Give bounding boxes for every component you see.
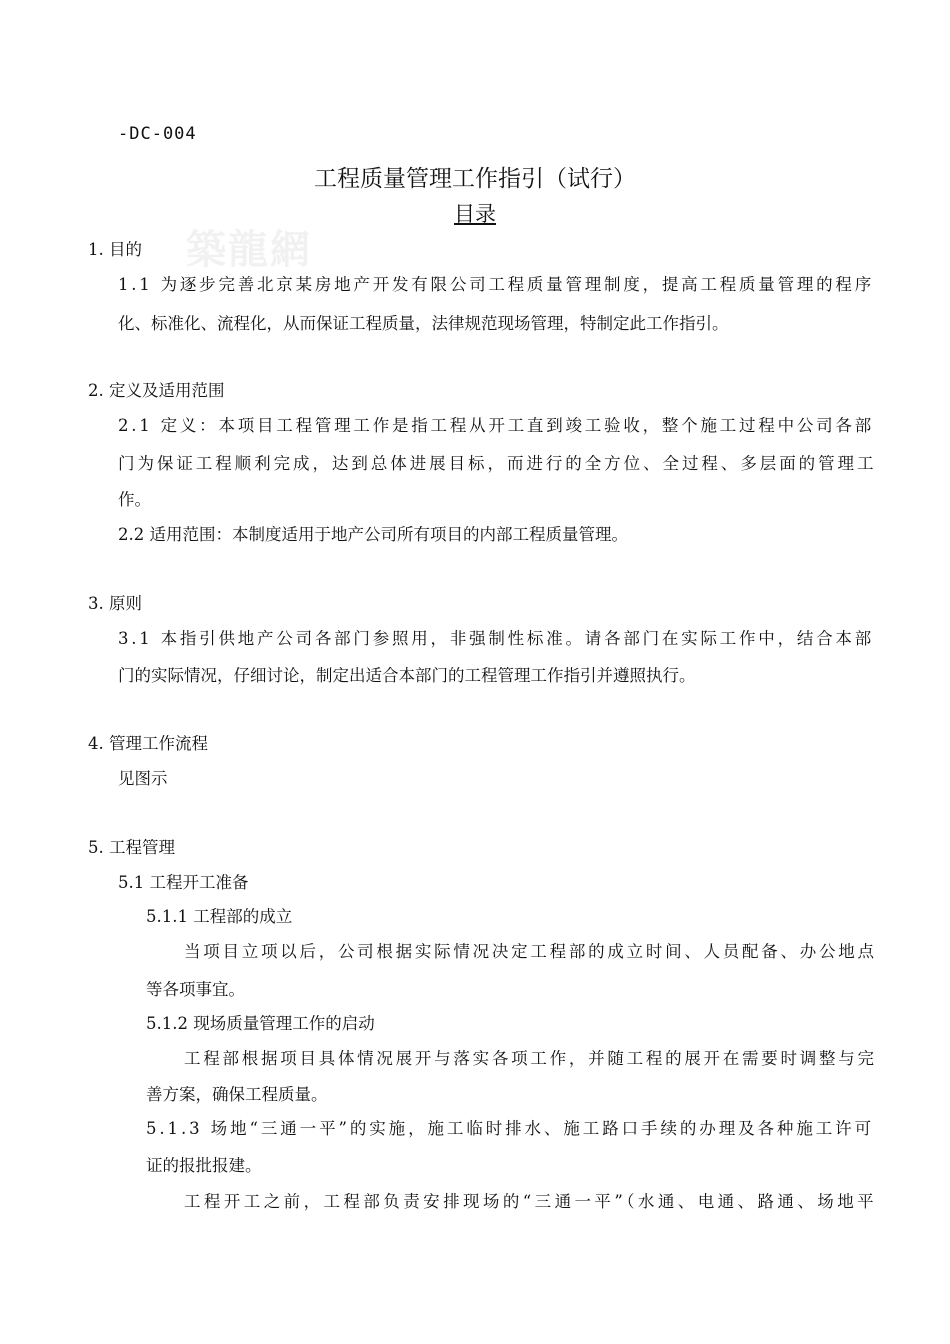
item-5-1-2-title: 5.1.2 现场质量管理工作的启动 [146,1014,375,1033]
item-5-1-1-line-1: 当项目立项以后，公司根据实际情况决定工程部的成立时间、人员配备、办公地点 [184,942,877,961]
table-of-contents-heading: 目录 [454,202,496,226]
document-code: -DC-004 [118,124,197,144]
section-5-heading: 5. 工程管理 [88,838,175,857]
item-5-1-2-line-1: 工程部根据项目具体情况展开与落实各项工作，并随工程的展开在需要时调整与完 [184,1049,877,1068]
item-5-1-3-line-2: 证的报批报建。 [146,1156,262,1175]
watermark: 築龍網 [186,226,312,273]
section-1-heading: 1. 目的 [88,240,142,259]
item-5-1-2-line-2: 善方案，确保工程质量。 [146,1085,328,1104]
item-5-1-1-title: 5.1.1 工程部的成立 [146,907,293,926]
section-2-2: 2.2 适用范围：本制度适用于地产公司所有项目的内部工程质量管理。 [118,525,628,544]
section-1-1-line-2: 化、标准化、流程化，从而保证工程质量，法律规范现场管理，特制定此工作指引。 [118,314,729,333]
item-5-1-3-line-1: 5.1.3 场地“三通一平”的实施，施工临时排水、施工路口手续的办理及各种施工许可 [146,1119,874,1138]
item-5-1-3-body: 工程开工之前，工程部负责安排现场的“三通一平”（水通、电通、路通、场地平 [184,1192,878,1211]
section-2-1-line-1: 2.1 定义：本项目工程管理工作是指工程从开工直到竣工验收，整个施工过程中公司各部 [118,416,874,435]
section-3-1-line-2: 门的实际情况，仔细讨论，制定出适合本部门的工程管理工作指引并遵照执行。 [118,666,696,685]
section-2-heading: 2. 定义及适用范围 [88,381,225,400]
subsection-5-1: 5.1 工程开工准备 [118,873,249,892]
section-1-1-line-1: 1.1 为逐步完善北京某房地产开发有限公司工程质量管理制度，提高工程质量管理的程序 [118,275,874,294]
section-3-heading: 3. 原则 [88,594,142,613]
section-4-body: 见图示 [118,769,168,788]
section-2-1-line-3: 作。 [118,490,151,509]
section-3-1-line-1: 3.1 本指引供地产公司各部门参照用，非强制性标准。请各部门在实际工作中，结合本部 [118,629,874,648]
section-2-1-line-2: 门为保证工程顺利完成，达到总体进展目标，而进行的全方位、全过程、多层面的管理工 [118,454,877,473]
section-4-heading: 4. 管理工作流程 [88,734,208,753]
document-title: 工程质量管理工作指引（试行） [314,166,636,192]
item-5-1-1-line-2: 等各项事宜。 [146,980,245,999]
